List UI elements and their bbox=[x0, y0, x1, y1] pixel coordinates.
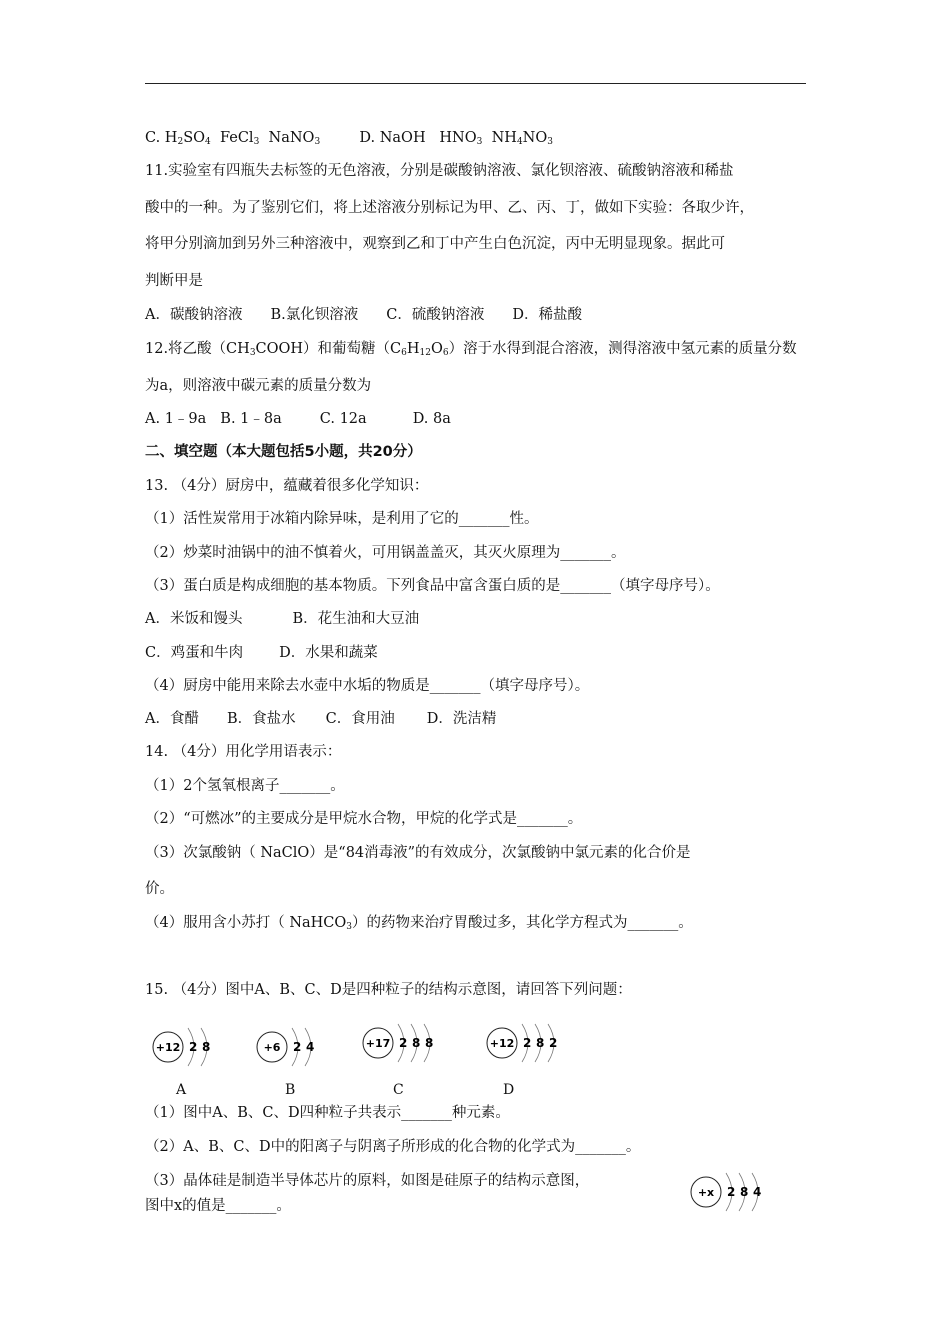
formula-text: FeCl bbox=[210, 130, 254, 146]
subscript: 4 bbox=[516, 137, 523, 147]
nucleus-charge: +17 bbox=[365, 1037, 391, 1050]
atom-structure-diagram bbox=[148, 1022, 268, 1072]
q15-part3-line2: 图中x的值是_______。 bbox=[145, 1198, 291, 1214]
electron-count: 8 bbox=[202, 1040, 211, 1054]
q11-opt-a: A．碳酸钠溶液 bbox=[145, 307, 243, 323]
electron-count: 8 bbox=[536, 1036, 545, 1050]
q13-part2: （2）炒菜时油锅中的油不慎着火，可用锅盖盖灭，其灭火原理为_______。 bbox=[145, 545, 626, 561]
q13-p3-opt-d: D．水果和蔬菜 bbox=[279, 645, 378, 661]
q10-opt-d-label: D. bbox=[359, 130, 376, 146]
subscript: 12 bbox=[419, 348, 431, 358]
electron-count: 8 bbox=[425, 1036, 434, 1050]
nucleus-charge: +12 bbox=[155, 1041, 181, 1054]
atom-label: D bbox=[503, 1082, 515, 1098]
formula-text: NaNO bbox=[259, 130, 315, 146]
q10-opt-d-text bbox=[380, 130, 553, 146]
q13-p3-opt-b: B．花生油和大豆油 bbox=[292, 611, 420, 627]
subscript: 2 bbox=[177, 137, 184, 147]
formula-text: O bbox=[431, 341, 443, 357]
formula-text: SO bbox=[183, 130, 206, 146]
electron-count: 2 bbox=[727, 1185, 736, 1199]
electron-count: 8 bbox=[740, 1185, 749, 1199]
formula-text: ）溶于水得到混合溶液，测得溶液中氢元素的质量分数 bbox=[448, 341, 797, 357]
q12-line2: 为a，则溶液中碳元素的质量分数为 bbox=[145, 378, 372, 394]
q15-part3-line1: （3）晶体硅是制造半导体芯片的原料，如图是硅原子的结构示意图， bbox=[145, 1173, 590, 1189]
atom-label: A bbox=[176, 1082, 187, 1098]
section-heading: 二、填空题（本大题包括5小题，共20分） bbox=[145, 444, 422, 460]
q11-line2: 酸中的一种。为了鉴别它们，将上述溶液分别标记为甲、乙、丙、丁，做如下实验：各取少许， bbox=[145, 200, 754, 216]
electron-count: 2 bbox=[399, 1036, 408, 1050]
subscript: 3 bbox=[314, 137, 321, 147]
atom-structure-diagram bbox=[252, 1022, 372, 1072]
q12-opt-c: C. 12a bbox=[319, 411, 367, 427]
electron-count: 4 bbox=[306, 1040, 315, 1054]
q15-stem: 15. （4分）图中A、B、C、D是四种粒子的结构示意图，请回答下列问题： bbox=[145, 982, 632, 998]
q14-part3-line1: （3）次氯酸钠（ NaClO）是“84消毒液”的有效成分，次氯酸钠中氯元素的化合价是 bbox=[145, 845, 691, 861]
formula-text: H bbox=[164, 130, 178, 146]
q13-p4-opt-c: C．食用油 bbox=[325, 711, 395, 727]
q13-p4-opt-d: D．洗洁精 bbox=[426, 711, 497, 727]
q13-part3: （3）蛋白质是构成细胞的基本物质。下列食品中富含蛋白质的是_______（填字母序号）。 bbox=[145, 578, 720, 594]
atom-label: B bbox=[285, 1082, 296, 1098]
q10-opt-c-text bbox=[165, 130, 320, 146]
electron-count: 2 bbox=[523, 1036, 532, 1050]
q11-opt-b: B.氯化钡溶液 bbox=[270, 307, 359, 323]
q13-part4: （4）厨房中能用来除去水壶中水垢的物质是_______（填字母序号）。 bbox=[145, 678, 590, 694]
atom-structure-diagram bbox=[686, 1167, 806, 1217]
formula-text: 12.将乙酸（CH bbox=[145, 341, 250, 357]
formula-text: H bbox=[406, 341, 420, 357]
q11-line1: 11.实验室有四瓶失去标签的无色溶液，分别是碳酸钠溶液、氯化钡溶液、硫酸钠溶液和稀盐 bbox=[145, 163, 734, 179]
formula-text: NO bbox=[522, 130, 548, 146]
q14-part4-text bbox=[145, 915, 693, 931]
q13-p3-opt-c: C．鸡蛋和牛肉 bbox=[145, 645, 244, 661]
q13-part4-options bbox=[145, 709, 496, 729]
q10-options-cd bbox=[145, 128, 553, 148]
q15-part1: （1）图中A、B、C、D四种粒子共表示_______种元素。 bbox=[145, 1105, 510, 1121]
q15-part2: （2）A、B、C、D中的阳离子与阴离子所形成的化合物的化学式为_______。 bbox=[145, 1139, 641, 1155]
electron-count: 2 bbox=[549, 1036, 558, 1050]
q12-opt-b: B. 1﹣8a bbox=[220, 411, 282, 427]
q13-part3-options-ab bbox=[145, 609, 419, 629]
electron-count: 2 bbox=[293, 1040, 302, 1054]
q12-options bbox=[145, 409, 451, 429]
formula-text: ）的药物来治疗胃酸过多，其化学方程式为_______。 bbox=[352, 915, 693, 931]
nucleus-charge: +6 bbox=[263, 1041, 281, 1054]
q14-part2: （2）“可燃冰”的主要成分是甲烷水合物，甲烷的化学式是_______。 bbox=[145, 811, 583, 827]
subscript: 3 bbox=[249, 348, 256, 358]
q11-options bbox=[145, 305, 582, 325]
q13-part1: （1）活性炭常用于冰箱内除异味，是利用了它的_______性。 bbox=[145, 511, 539, 527]
formula-text: （4）服用含小苏打（ NaHCO bbox=[145, 915, 347, 931]
electron-count: 4 bbox=[753, 1185, 762, 1199]
subscript: 6 bbox=[401, 348, 407, 358]
subscript: 6 bbox=[442, 348, 449, 358]
q13-stem: 13. （4分）厨房中，蕴藏着很多化学知识： bbox=[145, 478, 429, 494]
atom-label: C bbox=[393, 1082, 404, 1098]
q12-opt-d: D. 8a bbox=[412, 411, 451, 427]
q14-stem: 14. （4分）用化学用语表示： bbox=[145, 744, 342, 760]
electron-count: 2 bbox=[189, 1040, 198, 1054]
atom-structure-diagram bbox=[358, 1018, 478, 1068]
nucleus-charge: +x bbox=[697, 1186, 715, 1199]
nucleus-charge: +12 bbox=[489, 1037, 515, 1050]
q11-opt-d: D．稀盐酸 bbox=[512, 307, 582, 323]
q12-line1 bbox=[145, 339, 797, 359]
electron-count: 8 bbox=[412, 1036, 421, 1050]
q13-p4-opt-b: B．食盐水 bbox=[226, 711, 296, 727]
q14-part3-line2: 价。 bbox=[145, 881, 174, 897]
subscript: 3 bbox=[253, 137, 260, 147]
q13-p4-opt-a: A．食醋 bbox=[145, 711, 199, 727]
q10-opt-c-label: C. bbox=[145, 130, 161, 146]
q13-p3-opt-a: A．米饭和馒头 bbox=[145, 611, 243, 627]
subscript: 3 bbox=[476, 137, 483, 147]
formula-text: NaOH HNO bbox=[379, 130, 477, 146]
q13-part3-options-cd bbox=[145, 643, 378, 663]
q11-opt-c: C．硫酸钠溶液 bbox=[386, 307, 485, 323]
header-rule bbox=[145, 83, 806, 84]
formula-text: COOH）和葡萄糖（C bbox=[255, 341, 402, 357]
subscript: 4 bbox=[205, 137, 211, 147]
q14-part1: （1）2个氢氧根离子_______。 bbox=[145, 778, 345, 794]
q11-line4: 判断甲是 bbox=[145, 273, 203, 289]
atom-structure-diagram bbox=[482, 1018, 602, 1068]
q12-opt-a: A. 1﹣9a bbox=[145, 411, 207, 427]
subscript: 3 bbox=[346, 922, 353, 932]
q11-line3: 将甲分别滴加到另外三种溶液中，观察到乙和丁中产生白色沉淀，丙中无明显现象。据此可 bbox=[145, 236, 725, 252]
subscript: 3 bbox=[547, 137, 553, 147]
q12-stem bbox=[145, 341, 797, 357]
q14-part4 bbox=[145, 913, 693, 933]
formula-text: NH bbox=[482, 130, 517, 146]
